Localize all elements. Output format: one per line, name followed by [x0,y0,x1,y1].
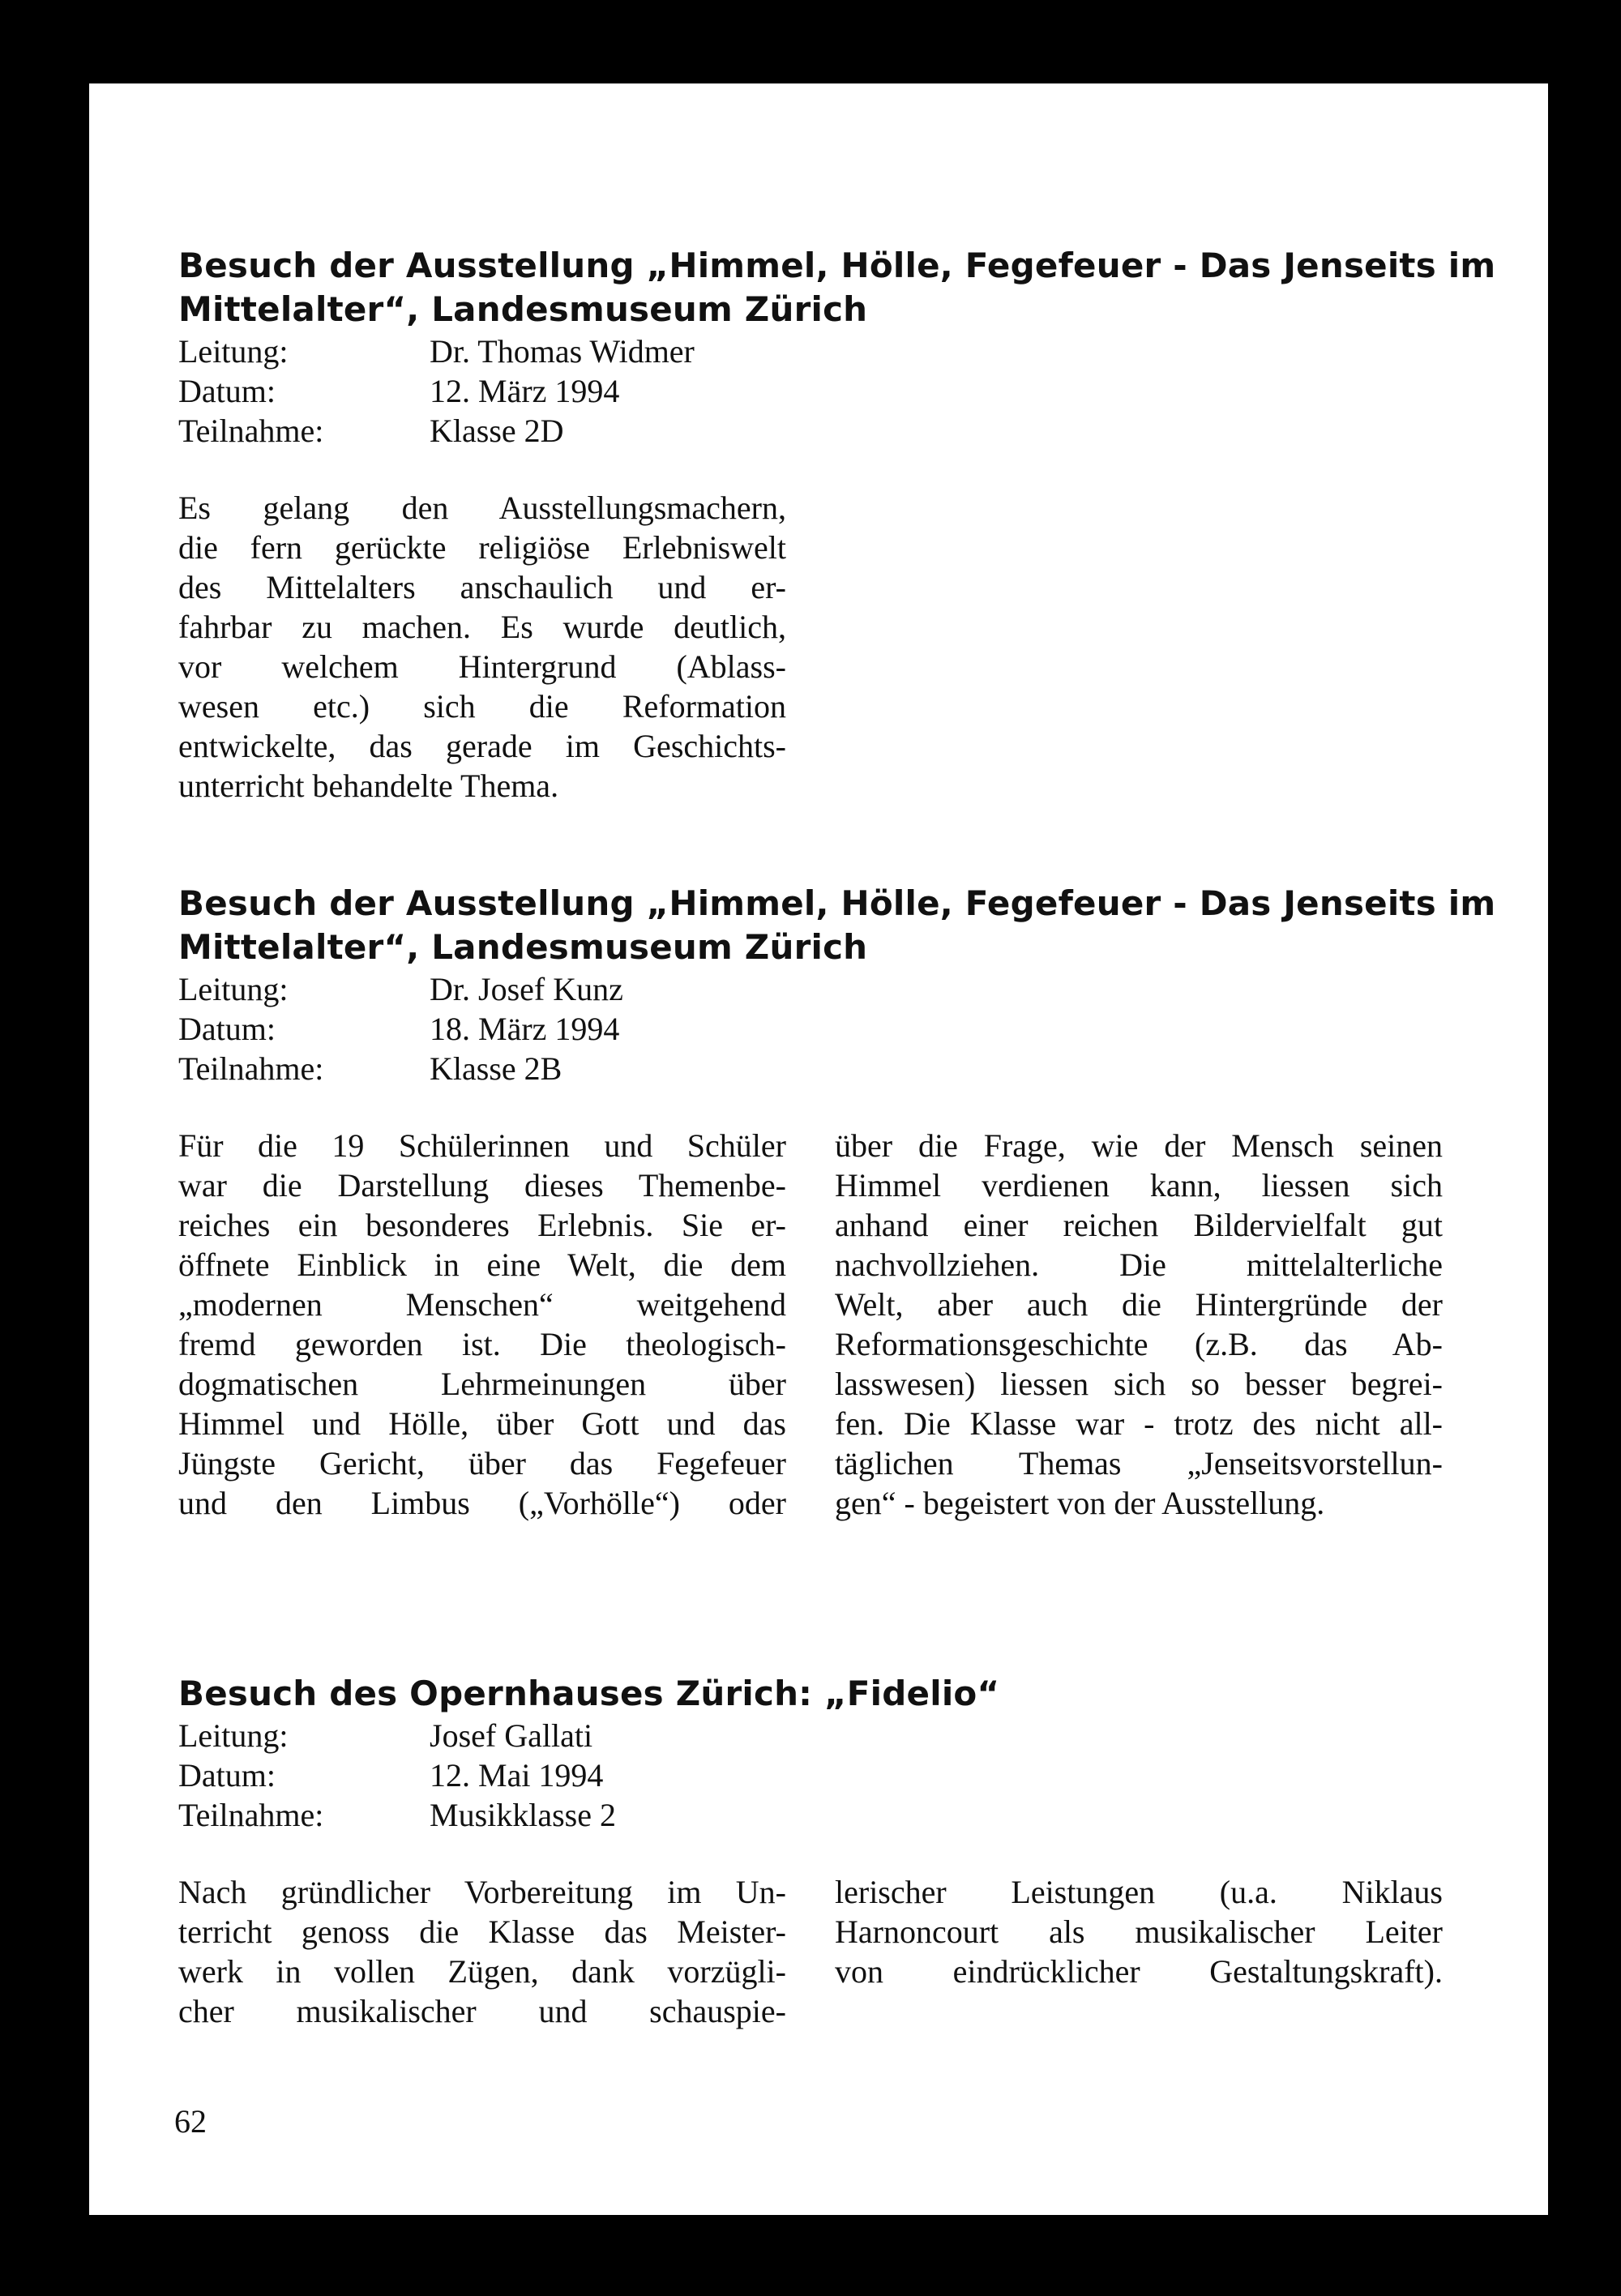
section-ausstellung-2d [178,244,1495,806]
meta-value: Klasse 2D [430,413,564,449]
body-line: Himmel verdienen kann, liessen sich [835,1167,1443,1204]
meta-row-leitung [178,331,1495,371]
meta-row-teilnahme [178,411,1495,451]
meta-label: Teilnahme: [178,1797,324,1833]
body-line: cher musikalischer und schauspie- [178,1993,786,2029]
body-line: lerischer Leistungen (u.a. Niklaus [835,1874,1443,1910]
title-line: Besuch der Ausstellung „Himmel, Hölle, Fegefeuer - Das Jenseits im [178,883,1496,923]
body-line: anhand einer reichen Bildervielfalt gut [835,1207,1443,1243]
body-line: „modernen Menschen“ weitgehend [178,1286,786,1323]
meta-row-teilnahme [178,1795,1443,1835]
body-line: Jüngste Gericht, über das Fegefeuer [178,1445,786,1481]
meta-value: 12. März 1994 [430,373,620,409]
meta-value: Dr. Josef Kunz [430,971,623,1007]
body-line: und den Limbus („Vorhölle“) oder [178,1485,786,1521]
meta-label: Leitung: [178,971,289,1007]
section-opernhaus [178,1672,1443,2031]
body-line: unterricht behandelte Thema. [178,767,559,804]
section-body-columns [178,1126,1495,1523]
body-line: öffnete Einblick in eine Welt, die dem [178,1246,786,1283]
meta-row-datum [178,371,1495,411]
section-body-columns [178,1872,1443,2031]
body-line: vor welchem Hintergrund (Ablass- [178,648,786,685]
body-line: gen“ - begeistert von der Ausstellung. [835,1485,1325,1521]
meta-row-datum [178,1755,1443,1795]
meta-label: Leitung: [178,1717,289,1754]
section-body [178,488,786,806]
meta-value: 12. Mai 1994 [430,1757,604,1794]
meta-row-teilnahme [178,1049,1495,1088]
body-line: über die Frage, wie der Mensch seinen [835,1127,1443,1164]
body-line: von eindrücklicher Gestaltungskraft). [835,1953,1443,1990]
body-line: dogmatischen Lehrmeinungen über [178,1366,786,1402]
meta-row-leitung [178,1716,1443,1755]
body-line: fen. Die Klasse war - trotz des nicht all- [835,1405,1443,1442]
meta-label: Teilnahme: [178,1050,324,1087]
title-line: Besuch des Opernhauses Zürich: „Fidelio“ [178,1674,1000,1713]
body-line: lasswesen) liessen sich so besser begrei- [835,1366,1443,1402]
body-line: entwickelte, das gerade im Geschichts- [178,728,786,764]
body-line: Welt, aber auch die Hintergründe der [835,1286,1443,1323]
body-line: Nach gründlicher Vorbereitung im Un- [178,1874,786,1910]
body-line: wesen etc.) sich die Reformation [178,688,786,725]
meta-value: Klasse 2B [430,1050,562,1087]
body-line: Reformationsgeschichte (z.B. das Ab- [835,1326,1443,1362]
body-line: des Mittelalters anschaulich und er- [178,569,786,605]
body-line: fahrbar zu machen. Es wurde deutlich, [178,609,786,645]
section-ausstellung-2b [178,882,1495,1523]
body-line: werk in vollen Zügen, dank vorzügli- [178,1953,786,1990]
body-column-left [178,1126,786,1523]
section-title [178,1672,1443,1716]
body-line: die fern gerückte religiöse Erlebniswelt [178,529,786,566]
body-column-right [835,1872,1443,2031]
meta-row-leitung [178,969,1495,1009]
meta-block [178,331,1495,451]
body-line: Harnoncourt als musikalischer Leiter [835,1913,1443,1950]
title-line: Mittelalter“, Landesmuseum Zürich [178,927,868,967]
meta-label: Teilnahme: [178,413,324,449]
title-line: Besuch der Ausstellung „Himmel, Hölle, Fegefeuer - Das Jenseits im [178,246,1496,285]
meta-label: Datum: [178,1011,276,1047]
section-title [178,882,1495,969]
body-line: reiches ein besonderes Erlebnis. Sie er- [178,1207,786,1243]
meta-label: Datum: [178,373,276,409]
body-line: nachvollziehen. Die mittelalterliche [835,1246,1443,1283]
title-line: Mittelalter“, Landesmuseum Zürich [178,289,868,329]
body-line: Für die 19 Schülerinnen und Schüler [178,1127,786,1164]
body-line: Es gelang den Ausstellungsmachern, [178,490,786,526]
meta-value: Musikklasse 2 [430,1797,616,1833]
meta-row-datum [178,1009,1495,1049]
section-title [178,244,1495,331]
body-column-left [178,1872,786,2031]
body-line: terricht genoss die Klasse das Meister- [178,1913,786,1950]
meta-value: Josef Gallati [430,1717,593,1754]
document-page [89,83,1548,2215]
meta-block [178,1716,1443,1835]
meta-value: Dr. Thomas Widmer [430,333,695,370]
body-line: fremd geworden ist. Die theologisch- [178,1326,786,1362]
body-column-right [835,1126,1443,1523]
meta-label: Datum: [178,1757,276,1794]
body-line: täglichen Themas „Jenseitsvorstellun- [835,1445,1443,1481]
body-line: Himmel und Hölle, über Gott und das [178,1405,786,1442]
meta-block [178,969,1495,1088]
meta-label: Leitung: [178,333,289,370]
meta-value: 18. März 1994 [430,1011,620,1047]
page-number: 62 [174,2103,207,2140]
body-line: war die Darstellung dieses Themenbe- [178,1167,786,1204]
